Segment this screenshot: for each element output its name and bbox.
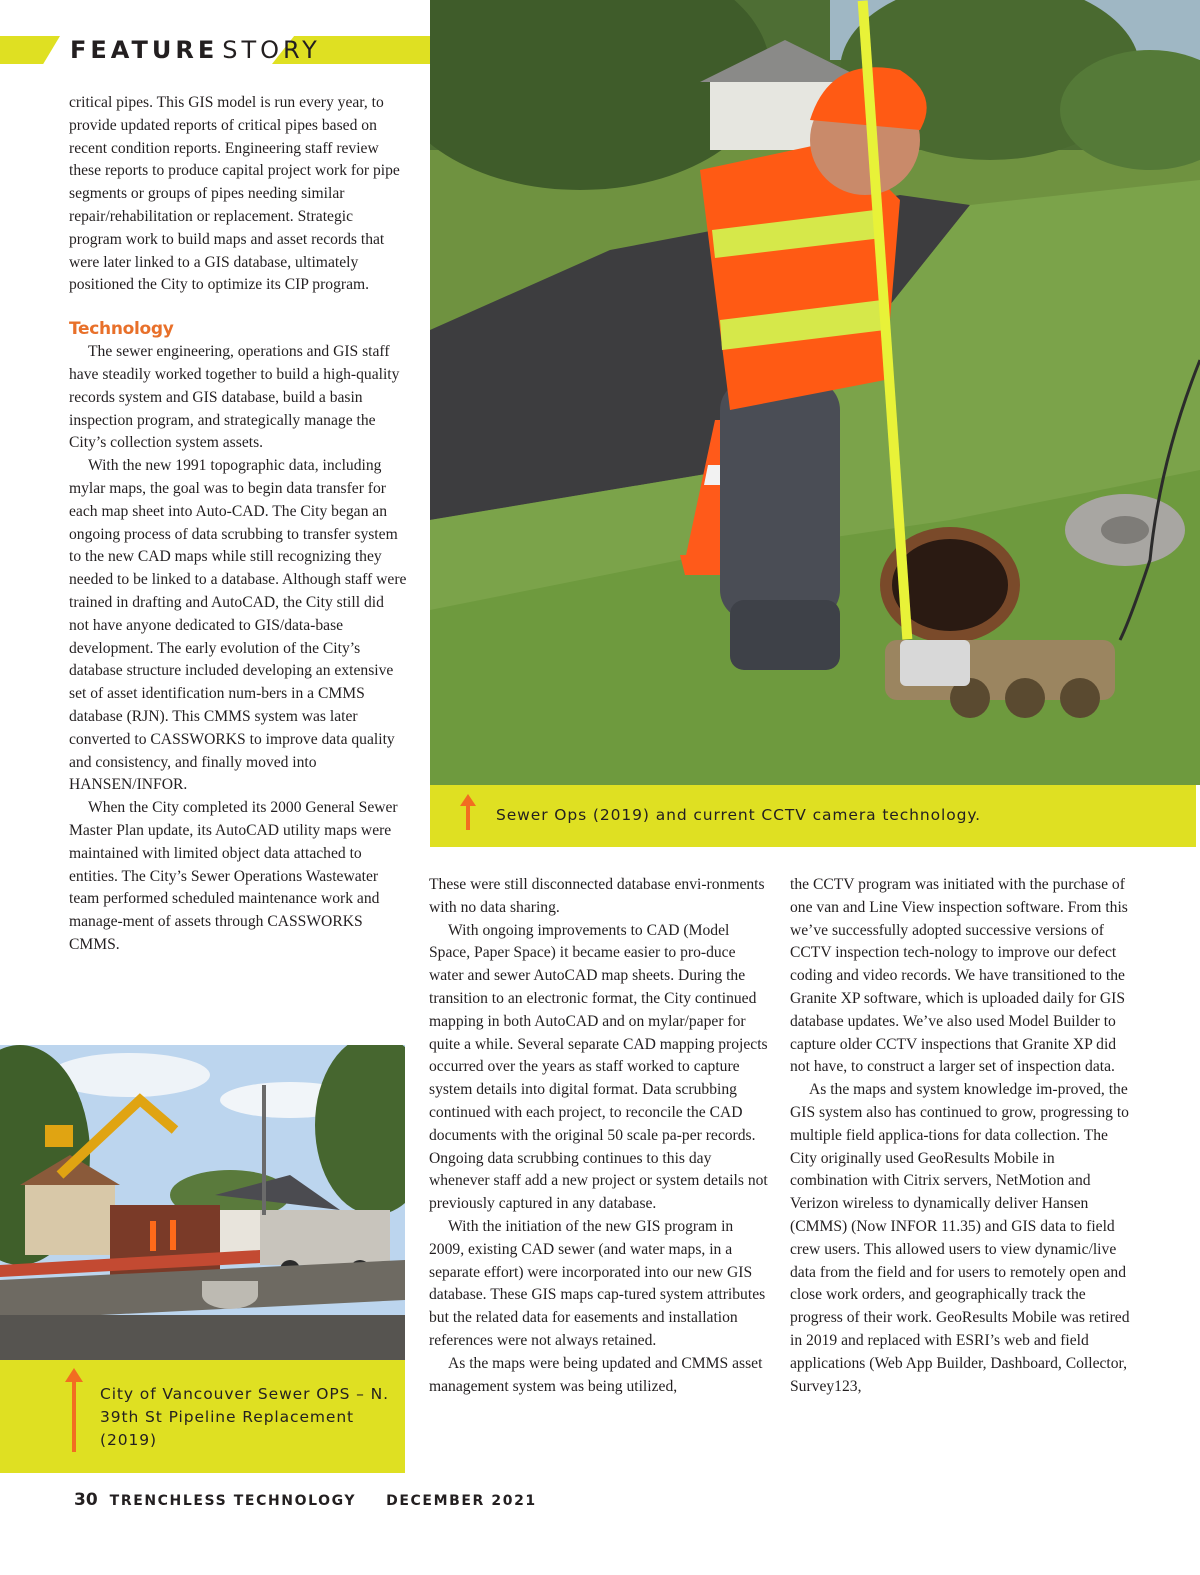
paragraph: These were still disconnected database envi-ronments with no data sharing.	[429, 876, 765, 916]
pipeline-replacement-photo	[0, 1045, 405, 1360]
paragraph: With the new 1991 topographic data, including mylar maps, the goal was to begin data transfer for each map sheet into Auto-CAD. The City began an ongoing process of data scrubbing to transfer system to the new CAD maps while still recognizing they needed to be linked to a database. Although staff were trained in drafting and AutoCAD, the City still did not have anyone dedicated to GIS/data-base development. The early evolution of the City’s database structure included developing an extensive set of asset identification num-bers in a CMMS database (RJN). This CMMS system was later converted to CASSWORKS to improve data quality and consistency, and finally moved into HANSEN/INFOR.	[69, 457, 407, 794]
feature-story-banner	[0, 36, 430, 64]
arrow-up-icon	[65, 1368, 83, 1452]
paragraph: When the City completed its 2000 General Sewer Master Plan update, its AutoCAD utility maps were maintained with limited object data attached to entities. The City’s Sewer Operations Wastewater team performed scheduled maintenance work and manage-ment of assets through CASSWORKS CMMS.	[69, 799, 398, 953]
caption-text: City of Vancouver Sewer OPS – N. 39th St Pipeline Replacement (2019)	[100, 1385, 389, 1449]
section-label-story: STORY	[222, 36, 321, 64]
page-number: 30	[74, 1490, 98, 1510]
article-column-3	[790, 874, 1132, 1398]
section-label-feature: FEATURE	[70, 36, 219, 64]
paragraph: As the maps were being updated and CMMS asset management system was being utilized,	[429, 1354, 763, 1395]
magazine-name: TRENCHLESS TECHNOLOGY	[109, 1493, 357, 1509]
banner-stripe-left	[0, 36, 60, 64]
caption-text: Sewer Ops (2019) and current CCTV camera technology.	[496, 806, 982, 824]
photo-caption-left	[0, 1360, 405, 1473]
paragraph: As the maps and system knowledge im-proved, the GIS system also has continued to grow, progressing to multiple field applica-tions for data collection. The City originally used GeoResults Mobile in combination with Citrix servers, NetMotion and Verizon wireless to dynamically deliver Hansen (CMMS) (Now INFOR 11.35) and GIS data to field crew users. This allowed users to view dynamic/live data from the field and for users to remotely open and close work orders, and geographically track the progress of their work. GeoResults Mobile was retired in 2019 and replaced with ESRI’s web and field applications (Web App Builder, Dashboard, Collector, Survey123,	[790, 1081, 1130, 1395]
paragraph: With ongoing improvements to CAD (Model Space, Paper Space) it became easier to pro-duce water and sewer AutoCAD map sheets. During the transition to an electronic format, the City continued mapping in both AutoCAD and on mylar/paper for quite a while. Several separate CAD mapping projects occurred over the years as staff worked to capture system details into digital format. Data scrubbing continued with each project, to reconcile the CAD documents with the original 50 scale pa-per records. Ongoing data scrubbing continues to this day whenever staff add a new project or system details not previously captured in any database.	[429, 921, 768, 1213]
sewer-ops-cctv-illustration	[430, 0, 1200, 785]
arrow-up-icon	[460, 794, 476, 830]
paragraph: The sewer engineering, operations and GIS staff have steadily worked together to build a high-quality records system and GIS database, build a basin inspection program, and strategically manage the City’s collection system assets.	[69, 343, 400, 452]
issue-date: DECEMBER 2021	[386, 1493, 537, 1509]
article-column-2	[429, 874, 771, 1398]
sewer-ops-cctv-photo	[430, 0, 1200, 785]
paragraph: the CCTV program was initiated with the purchase of one van and Line View inspection software. From this we’ve successfully adopted successive versions of CCTV inspection tech-nology to improve our defect coding and video records. We have transitioned to the Granite XP software, which is uploaded daily for GIS database updates. We’ve also used Model Builder to capture older CCTV inspections that Granite XP did not have, to construct a larger set of inspection data.	[790, 876, 1128, 1076]
section-label	[70, 35, 321, 65]
section-heading: Technology	[69, 319, 174, 340]
pipeline-replacement-illustration	[0, 1045, 405, 1360]
paragraph: critical pipes. This GIS model is run every year, to provide updated reports of critical pipes based on recent condition reports. Engineering staff review these reports to produce capital project work for pipe segments or groups of pipes needing similar repair/rehabilitation or replacement. Strategic program work to build maps and asset records that were later linked to a GIS database, ultimately positioned the City to optimize its CIP program.	[69, 94, 400, 294]
article-column-1	[69, 92, 407, 957]
paragraph: With the initiation of the new GIS program in 2009, existing CAD sewer (and water maps, in a separate effort) were incorporated into our new GIS database. These GIS maps cap-tured system attributes but the related data for easements and installation references were not always retained.	[429, 1217, 766, 1349]
page-footer	[74, 1490, 537, 1510]
photo-caption-top	[430, 785, 1196, 847]
